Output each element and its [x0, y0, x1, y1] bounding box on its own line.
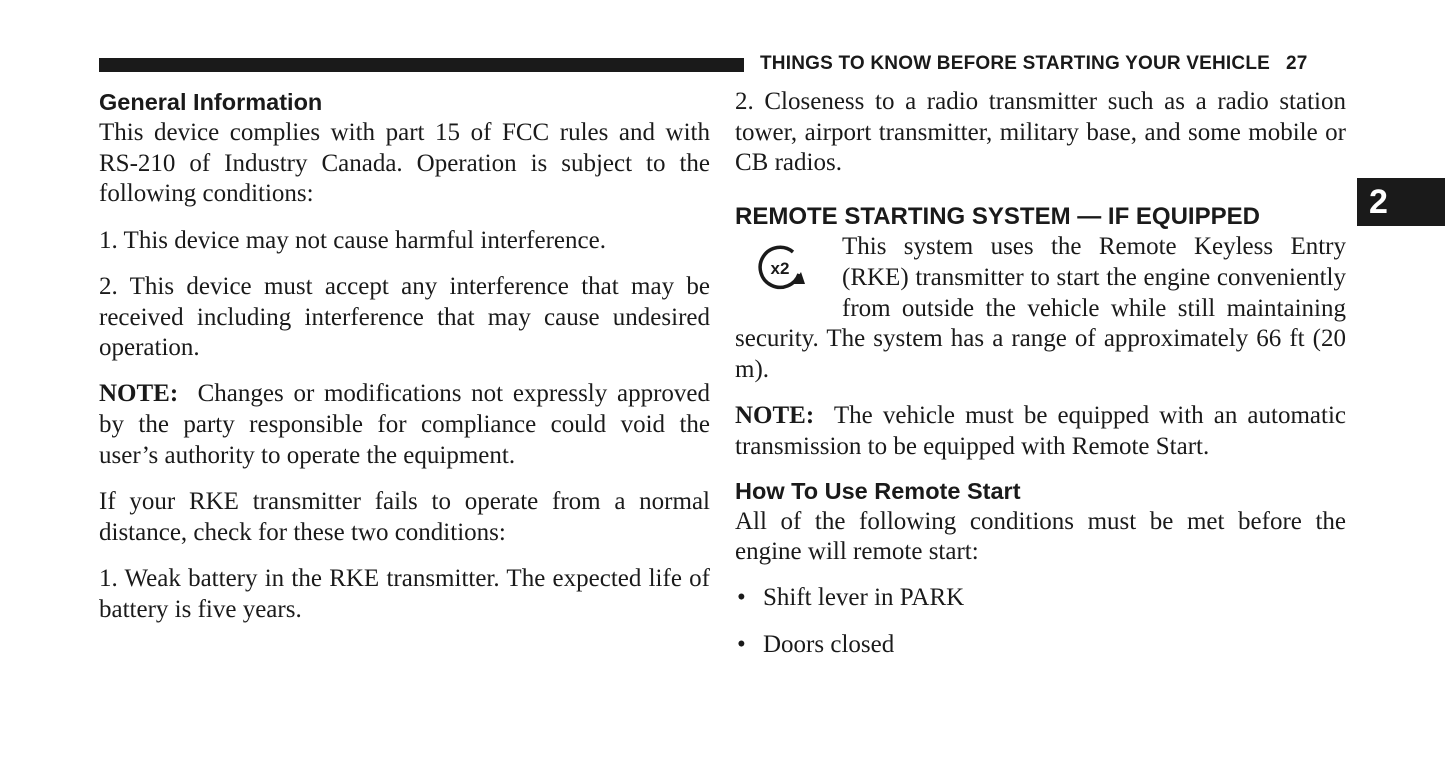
general-information-heading: General Information — [99, 89, 323, 115]
note-text-right: The vehicle must be equipped with an automatic transmission to be equipped with Remote Start. — [735, 402, 1346, 460]
icon-label: x2 — [770, 259, 790, 279]
remote-start-note — [735, 401, 1346, 462]
how-to-use-heading: How To Use Remote Start — [735, 477, 1021, 504]
remote-start-icon-wrap — [735, 232, 842, 318]
bullet-item: • Shift lever in PARK — [735, 583, 1346, 614]
rke-condition-1: 1. Weak battery in the RKE transmitter. The expected life of battery is five years. — [99, 564, 710, 623]
left-column — [99, 87, 710, 625]
fcc-note — [99, 379, 710, 471]
remote-start-description — [735, 232, 1346, 386]
condition-2: 2. This device must accept any interference that may be received including interference that may cause undesired operation. — [99, 272, 710, 362]
note-label-right: NOTE: — [735, 402, 815, 430]
how-to-intro: All of the following conditions must be met before the engine will remote start: — [735, 507, 1346, 566]
right-column — [735, 87, 1346, 660]
chapter-tab: 2 — [1357, 178, 1445, 226]
page-number: 27 — [1286, 53, 1308, 74]
fcc-intro: This device complies with part 15 of FCC rules and with RS-210 of Industry Canada. Operation is subject to the following conditions: — [99, 119, 710, 208]
header-rule — [99, 58, 744, 72]
running-head — [760, 53, 1308, 75]
note-label: NOTE: — [99, 380, 179, 408]
rke-condition-2: 2. Closeness to a radio transmitter such as a radio station tower, airport transmitter, military base, and some mobile or CB radios. — [735, 88, 1346, 177]
remote-start-text: This system uses the Remote Keyless Entry (RKE) transmitter to start the engine conveniently from outside the vehicle while still maintaining security. The system has a range of approximately 66 ft (20 m). — [735, 233, 1346, 383]
remote-starting-heading: REMOTE STARTING SYSTEM — IF EQUIPPED — [735, 203, 1260, 231]
remote-start-x2-icon — [753, 244, 809, 294]
bullet-item: • Doors closed — [735, 630, 1346, 661]
note-text: Changes or modifications not expressly approved by the party responsible for compliance could void the user’s authority to operate the equipment. — [99, 380, 710, 469]
condition-1: 1. This device may not cause harmful interference. — [99, 226, 606, 254]
running-head-title: THINGS TO KNOW BEFORE STARTING YOUR VEHICLE — [760, 53, 1271, 74]
rke-intro: If your RKE transmitter fails to operate from a normal distance, check for these two conditions: — [99, 488, 710, 546]
